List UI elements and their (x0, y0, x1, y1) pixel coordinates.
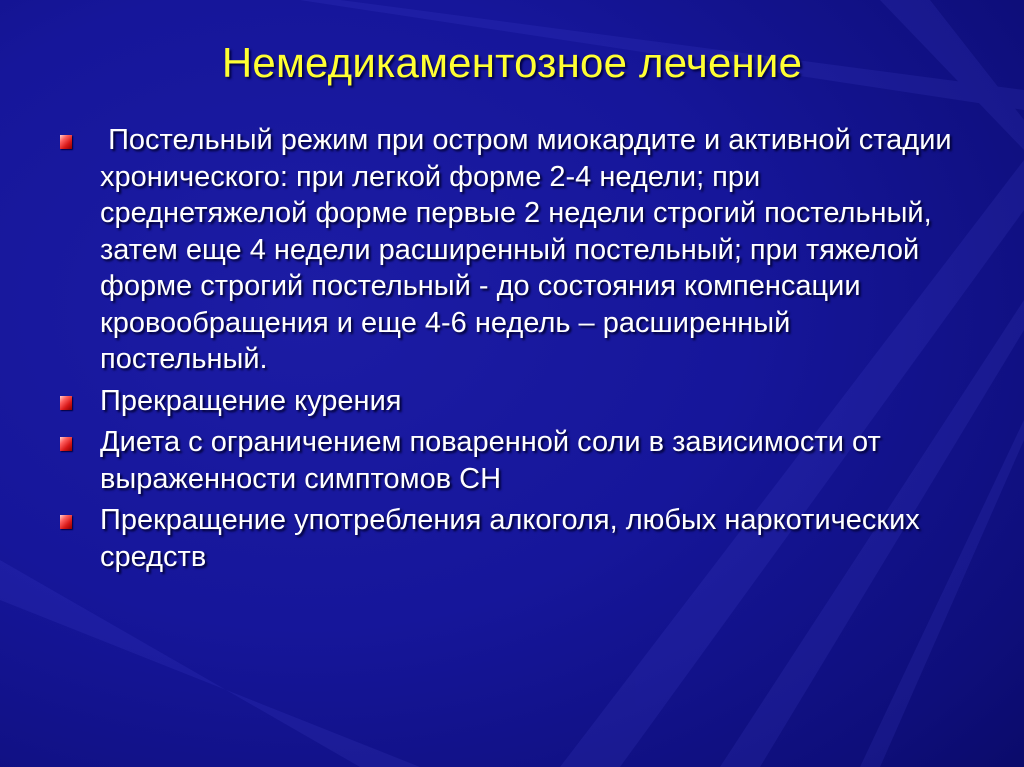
bullet-marker-icon (60, 135, 72, 149)
slide-title: Немедикаментозное лечение (221, 39, 803, 86)
bullet-marker-icon (60, 437, 72, 451)
bullet-text: Прекращение курения (100, 384, 402, 417)
bullet-item-diet (60, 424, 960, 497)
bullet-item-bed-rest (60, 122, 960, 378)
bullet-text: Постельный режим при остром миокардите и активной стадии хронического: при легкой форме 2-4 недели; при среднетяжелой форме первые 2 недели строгий постельный, затем еще 4 недели расширенный постельный; при тяжелой форме строгий постельный - до состояния компенсации кровообращения и еще 4-6 недель – расширенный постельный. (100, 124, 960, 375)
bullet-list (60, 122, 960, 580)
bullet-marker-icon (60, 515, 72, 529)
bullet-text: Диета с ограничением поваренной соли в зависимости от выраженности симптомов СН (100, 426, 881, 495)
bullet-text: Прекращение употребления алкоголя, любых наркотических средств (100, 504, 920, 573)
bullet-marker-icon (60, 396, 72, 410)
bullet-item-alcohol (60, 502, 960, 575)
bullet-item-smoking (60, 383, 960, 420)
